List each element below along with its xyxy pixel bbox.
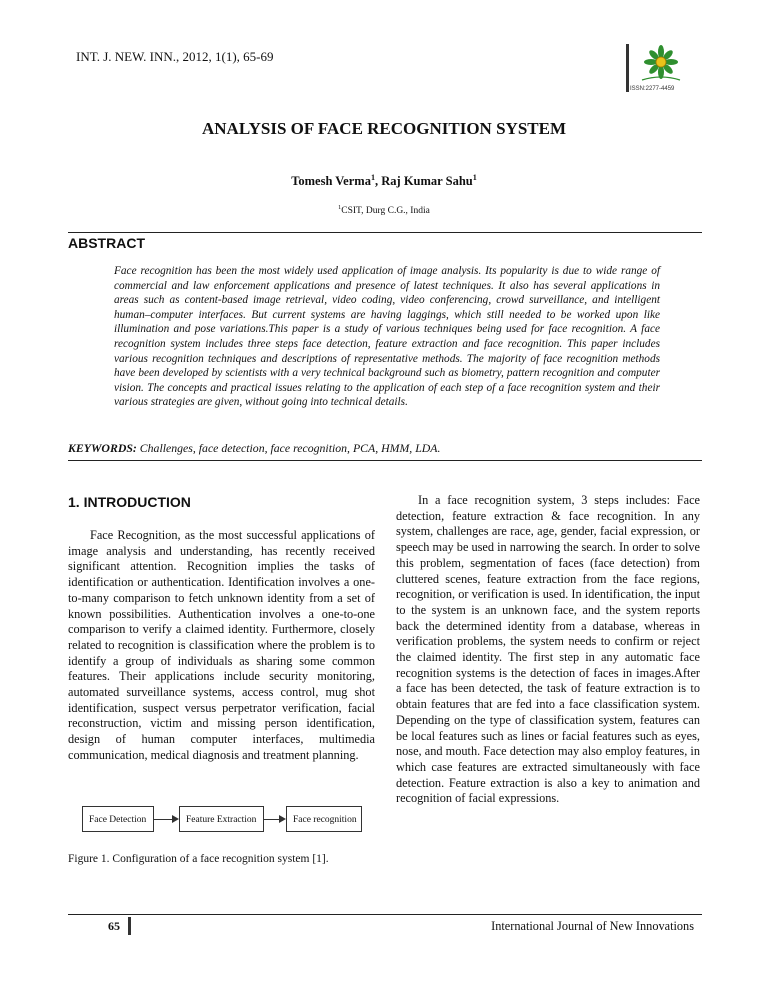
- footer-journal-name: International Journal of New Innovations: [491, 919, 694, 933]
- arrow-right-icon: [279, 815, 286, 823]
- diagram-box-feature-extraction: Feature Extraction: [179, 806, 264, 832]
- keywords-text: Challenges, face detection, face recognition, PCA, HMM, LDA.: [136, 441, 441, 455]
- footer-divider: [68, 914, 702, 915]
- arrow-line: [154, 819, 172, 820]
- flower-logo-icon: [636, 44, 686, 84]
- abstract-text: Face recognition has been the most widely used application of image analysis. Its popularity is due to wide range of commercial and law enforcement applications and presence of latest techniques. It also has several applications in areas such as content-based image retrieval, video coding, video conferencing, crowd surveillance, and intelligent human–computer interfaces. But current systems are having laggings, which still needed to be worked upon like illumination and pose variations.This paper is a study of various techniques being used for face recognition. A face recognition system includes three steps face detection, feature extraction and face recognition. This paper includes various recognition techniques and descriptions of representative methods. The majority of face recognition methods have been developed by scientists with a very technical background such as biometry, pattern recognition and computer vision. The concepts and practical issues relating to the application of each step of a face recognition system and their various strategies are given, without going into technical details.: [114, 265, 660, 409]
- arrow-right-icon: [172, 815, 179, 823]
- intro-paragraph: In a face recognition system, 3 steps includes: Face detection, feature extraction & face recognition. In any system, challenges are race, age, gender, facial expression, or speech may be used in narrowing the search. In order to solve this problem, segmentation of faces (face detection) from cluttered scenes, feature extraction from the face regions, recognition, or verification is used. In identification, the input to the system is an unknown face, and the system reports back the determined identity from a database, whereas in verification problems, the system needs to confirm or reject the claimed identity. The first step in any automatic face recognition systems is the detection of faces in images.After a face has been detected, the task of feature extraction is to obtain features that are fed into a face classification system. Depending on the type of classification system, features can be local features such as lines or facial features such as eyes, nose, and mouth. Face detection may also employ features, in which case features are extracted simultaneously with face detection. Feature extraction is also a key to animation and recognition of facial expressions.: [396, 493, 700, 806]
- logo-divider: [626, 44, 629, 92]
- affiliation-text: CSIT, Durg C.G., India: [341, 206, 430, 217]
- paper-title: ANALYSIS OF FACE RECOGNITION SYSTEM: [202, 119, 566, 138]
- diagram-box-face-detection: Face Detection: [82, 806, 154, 832]
- issn-label: ISSN:2277-4459: [630, 86, 675, 92]
- page-number-bar: [128, 917, 131, 935]
- affiliation-mark: 1: [370, 173, 376, 182]
- section-heading: 1. INTRODUCTION: [68, 494, 191, 510]
- affiliation-mark: 1: [338, 205, 342, 211]
- journal-logo: [622, 44, 694, 96]
- journal-reference: INT. J. NEW. INN., 2012, 1(1), 65-69: [76, 49, 274, 64]
- abstract-heading: ABSTRACT: [68, 235, 145, 251]
- divider: [68, 232, 702, 233]
- affiliation-mark: 1: [472, 173, 477, 182]
- author-name: Raj Kumar Sahu: [381, 174, 473, 189]
- author-name: Tomesh Verma: [291, 174, 371, 189]
- affiliation: [0, 205, 768, 216]
- page-number: 65: [108, 919, 120, 933]
- author-line: [0, 173, 768, 189]
- flow-diagram: [82, 806, 362, 834]
- diagram-box-face-recognition: Face recognition: [286, 806, 362, 832]
- arrow-line: [264, 819, 279, 820]
- figure-caption: Figure 1. Configuration of a face recognition system [1].: [68, 853, 329, 865]
- keywords: [68, 441, 440, 456]
- keywords-label: KEYWORDS:: [68, 441, 137, 455]
- intro-paragraph: Face Recognition, as the most successful applications of image analysis and understanding, has recently received significant attention. Recognition implies the tasks of identification or authentication. Identification involves a one-to-many comparison to fetch unknown identity from a set of known possibilities. Authentication involves a one-to-one comparison to verify a claimed identity. Furthermore, closely related to recognition is classification where the problem is to identify a group of individuals as sharing some common features. Their applications include security monitoring, automated surveillance systems, access control, mug shot identification, suspect versus perpetrator verification, facial reconstruction, victim and missing person identification, design of human computer interfaces, multimedia communication, medical diagnosis and treatment planning.: [68, 528, 375, 762]
- divider: [68, 460, 702, 461]
- author-separator: ,: [375, 174, 382, 189]
